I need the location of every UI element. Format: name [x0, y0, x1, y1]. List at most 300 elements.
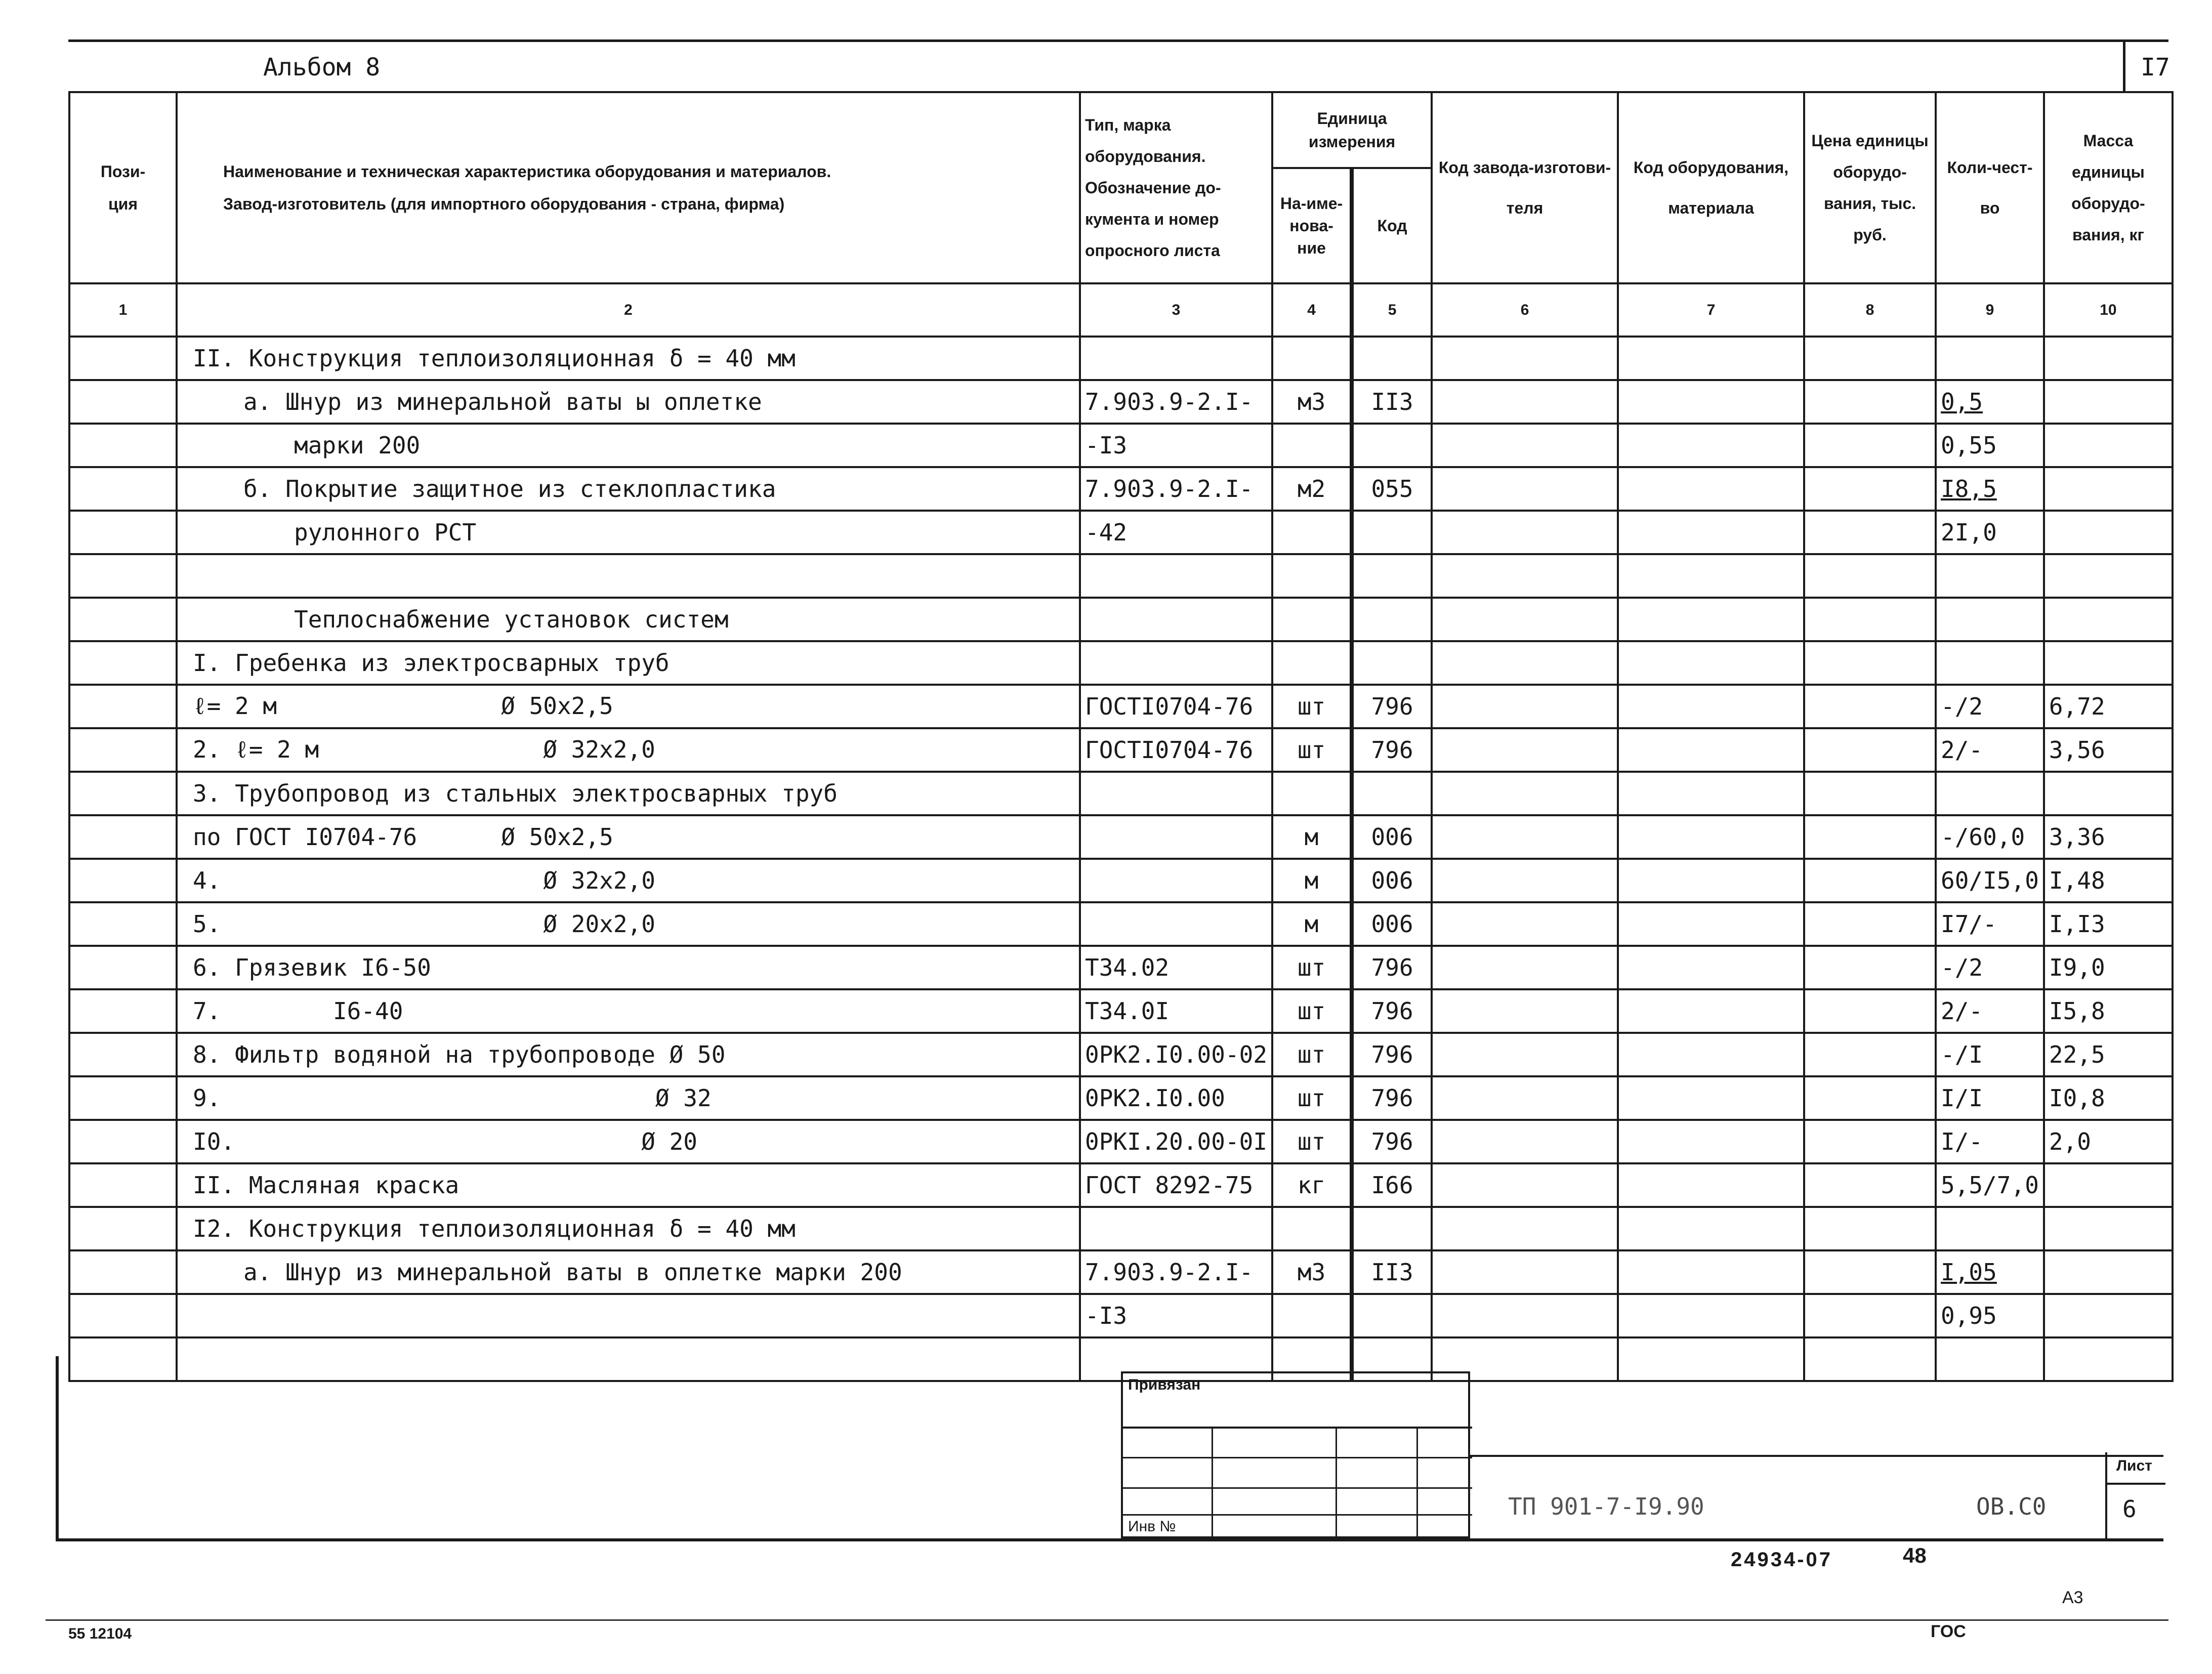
- cell-type: [1080, 1207, 1272, 1250]
- cell-unit: шт: [1272, 685, 1352, 728]
- cell-eqcode: [1618, 1163, 1804, 1207]
- cell-type: [1080, 554, 1272, 598]
- cell-pos: [69, 337, 177, 380]
- table-row: [69, 1250, 2173, 1294]
- cell-eqcode: [1618, 815, 1804, 859]
- cell-price: [1804, 685, 1936, 728]
- table-row: [69, 641, 2173, 685]
- cell-type: -I3: [1080, 424, 1272, 467]
- col-number: 1: [69, 283, 177, 337]
- col-number: 2: [177, 283, 1080, 337]
- column-numbers-row: [69, 283, 2173, 337]
- cell-mass: [2044, 424, 2173, 467]
- cell-unit: шт: [1272, 946, 1352, 989]
- cell-price: [1804, 337, 1936, 380]
- cell-qty: I,05: [1936, 1250, 2044, 1294]
- table-body: [69, 337, 2173, 1381]
- cell-mass: [2044, 1207, 2173, 1250]
- cell-qty: -/2: [1936, 946, 2044, 989]
- cell-mass: 3,36: [2044, 815, 2173, 859]
- header-position: Пози- ция: [69, 92, 177, 283]
- left-frame-line-lower: [56, 1356, 59, 1541]
- footer-gost: ГОС: [1931, 1622, 1966, 1641]
- cell-type: -42: [1080, 511, 1272, 554]
- cell-name: 2. ℓ= 2 м Ø 32х2,0: [177, 728, 1080, 772]
- cell-pos: [69, 859, 177, 902]
- footer-page-number: 48: [1903, 1543, 1927, 1567]
- cell-price: [1804, 380, 1936, 424]
- cell-price: [1804, 1076, 1936, 1120]
- cell-pos: [69, 1163, 177, 1207]
- cell-mass: I,I3: [2044, 902, 2173, 946]
- cell-maker: [1432, 1250, 1618, 1294]
- cell-price: [1804, 946, 1936, 989]
- header-price: Цена единицы оборудо-вания, тыс. руб.: [1804, 92, 1936, 283]
- cell-price: [1804, 859, 1936, 902]
- cell-pos: [69, 424, 177, 467]
- cell-name: II. Масляная краска: [177, 1163, 1080, 1207]
- cell-name: 7. I6-40: [177, 989, 1080, 1033]
- section-code: ОВ.С0: [1976, 1493, 2047, 1520]
- cell-mass: 6,72: [2044, 685, 2173, 728]
- cell-eqcode: [1618, 859, 1804, 902]
- cell-eqcode: [1618, 946, 1804, 989]
- cell-unit: шт: [1272, 1076, 1352, 1120]
- cell-type: Т34.02: [1080, 946, 1272, 989]
- cell-pos: [69, 1337, 177, 1381]
- cell-price: [1804, 1120, 1936, 1163]
- cell-price: [1804, 1033, 1936, 1076]
- cell-qty: I/I: [1936, 1076, 2044, 1120]
- page-corner-number: I7: [2141, 53, 2170, 81]
- cell-mass: [2044, 1337, 2173, 1381]
- header-unit-name: На-име-нова-ние: [1272, 168, 1352, 283]
- specification-table: [68, 91, 2174, 1382]
- cell-type: Т34.0I: [1080, 989, 1272, 1033]
- cell-name: 9. Ø 32: [177, 1076, 1080, 1120]
- cell-eqcode: [1618, 1207, 1804, 1250]
- cell-name: Теплоснабжение установок систем: [177, 598, 1080, 641]
- cell-maker: [1432, 380, 1618, 424]
- cell-code: 006: [1352, 859, 1432, 902]
- cell-eqcode: [1618, 1337, 1804, 1381]
- cell-name: а. Шнур из минеральной ваты ы оплетке: [177, 380, 1080, 424]
- cell-qty: 2/-: [1936, 728, 2044, 772]
- cell-qty: [1936, 337, 2044, 380]
- cell-mass: [2044, 511, 2173, 554]
- header-quantity: Коли-чест-во: [1936, 92, 2044, 283]
- cell-type: 7.903.9-2.I-: [1080, 1250, 1272, 1294]
- header-equipment-code: Код оборудования, материала: [1618, 92, 1804, 283]
- cell-eqcode: [1618, 641, 1804, 685]
- cell-type: [1080, 902, 1272, 946]
- header-name-line1: Наименование и техническая характеристика оборудования и материалов.: [223, 162, 831, 181]
- cell-code: I66: [1352, 1163, 1432, 1207]
- cell-unit: [1272, 337, 1352, 380]
- cell-pos: [69, 1033, 177, 1076]
- document-code: ТП 901-7-I9.90: [1508, 1493, 1704, 1520]
- table-row: [69, 1076, 2173, 1120]
- table-row: [69, 1163, 2173, 1207]
- cell-pos: [69, 685, 177, 728]
- cell-maker: [1432, 467, 1618, 511]
- cell-unit: шт: [1272, 1120, 1352, 1163]
- cell-name: 8. Фильтр водяной на трубопроводе Ø 50: [177, 1033, 1080, 1076]
- cell-maker: [1432, 685, 1618, 728]
- cell-name: [177, 1294, 1080, 1337]
- cell-qty: [1936, 641, 2044, 685]
- cell-code: 006: [1352, 902, 1432, 946]
- cell-pos: [69, 1120, 177, 1163]
- cell-name: ℓ= 2 м Ø 50х2,5: [177, 685, 1080, 728]
- cell-mass: [2044, 641, 2173, 685]
- cell-type: 0РКI.20.00-0I: [1080, 1120, 1272, 1163]
- cell-qty: 0,95: [1936, 1294, 2044, 1337]
- cell-name: I0. Ø 20: [177, 1120, 1080, 1163]
- cell-pos: [69, 989, 177, 1033]
- cell-eqcode: [1618, 772, 1804, 815]
- stamp-line: [1212, 1427, 1213, 1540]
- table-row: [69, 902, 2173, 946]
- cell-name: I2. Конструкция теплоизоляционная δ = 40 мм: [177, 1207, 1080, 1250]
- cell-mass: [2044, 467, 2173, 511]
- cell-qty: [1936, 772, 2044, 815]
- cell-name: б. Покрытие защитное из стеклопластика: [177, 467, 1080, 511]
- cell-mass: I,48: [2044, 859, 2173, 902]
- cell-maker: [1432, 1207, 1618, 1250]
- col-number: 10: [2044, 283, 2173, 337]
- cell-type: 0РК2.I0.00-02: [1080, 1033, 1272, 1076]
- cell-name: I. Гребенка из электросварных труб: [177, 641, 1080, 685]
- cell-mass: [2044, 1294, 2173, 1337]
- cell-name: 4. Ø 32х2,0: [177, 859, 1080, 902]
- col-number: 3: [1080, 283, 1272, 337]
- header-row-top: [69, 92, 2173, 168]
- col-number: 9: [1936, 283, 2044, 337]
- sheet-label: Лист: [2116, 1457, 2152, 1474]
- cell-qty: 2I,0: [1936, 511, 2044, 554]
- cell-maker: [1432, 641, 1618, 685]
- cell-price: [1804, 467, 1936, 511]
- cell-price: [1804, 1207, 1936, 1250]
- cell-type: ГОСТI0704-76: [1080, 728, 1272, 772]
- cell-eqcode: [1618, 424, 1804, 467]
- cell-eqcode: [1618, 598, 1804, 641]
- cell-maker: [1432, 1294, 1618, 1337]
- cell-unit: [1272, 772, 1352, 815]
- cell-code: II3: [1352, 380, 1432, 424]
- cell-name: II. Конструкция теплоизоляционная δ = 40 мм: [177, 337, 1080, 380]
- cell-pos: [69, 1294, 177, 1337]
- cell-pos: [69, 554, 177, 598]
- cell-price: [1804, 815, 1936, 859]
- cell-unit: м3: [1272, 1250, 1352, 1294]
- header-mass: Масса единицы оборудо-вания, кг: [2044, 92, 2173, 283]
- cell-maker: [1432, 902, 1618, 946]
- cell-maker: [1432, 772, 1618, 815]
- cell-mass: I9,0: [2044, 946, 2173, 989]
- cell-code: [1352, 511, 1432, 554]
- cell-type: [1080, 598, 1272, 641]
- cell-mass: [2044, 337, 2173, 380]
- cell-price: [1804, 424, 1936, 467]
- cell-code: [1352, 641, 1432, 685]
- cell-unit: [1272, 598, 1352, 641]
- cell-maker: [1432, 1163, 1618, 1207]
- cell-maker: [1432, 946, 1618, 989]
- cell-mass: 3,56: [2044, 728, 2173, 772]
- cell-mass: 22,5: [2044, 1033, 2173, 1076]
- table-row: [69, 728, 2173, 772]
- cell-qty: [1936, 1207, 2044, 1250]
- cell-pos: [69, 728, 177, 772]
- cell-qty: -/60,0: [1936, 815, 2044, 859]
- cell-qty: 0,55: [1936, 424, 2044, 467]
- header-unit-code: Код: [1352, 168, 1432, 283]
- cell-code: II3: [1352, 1250, 1432, 1294]
- cell-type: ГОСТI0704-76: [1080, 685, 1272, 728]
- cell-code: [1352, 337, 1432, 380]
- header-type: Тип, марка оборудования. Обозначение до-кумента и номер опросного листа: [1080, 92, 1272, 283]
- table-row: [69, 1033, 2173, 1076]
- cell-unit: [1272, 1207, 1352, 1250]
- cell-pos: [69, 380, 177, 424]
- cell-type: 7.903.9-2.I-: [1080, 467, 1272, 511]
- cell-name: по ГОСТ I0704-76 Ø 50х2,5: [177, 815, 1080, 859]
- cell-code: [1352, 598, 1432, 641]
- cell-qty: I/-: [1936, 1120, 2044, 1163]
- cell-name: марки 200: [177, 424, 1080, 467]
- cell-code: [1352, 1294, 1432, 1337]
- cell-pos: [69, 1250, 177, 1294]
- top-rule: [68, 39, 2168, 42]
- cell-mass: I0,8: [2044, 1076, 2173, 1120]
- cell-maker: [1432, 554, 1618, 598]
- cell-code: [1352, 1207, 1432, 1250]
- cell-eqcode: [1618, 1076, 1804, 1120]
- sheet-number: 6: [2122, 1495, 2137, 1523]
- cell-mass: 2,0: [2044, 1120, 2173, 1163]
- table-row: [69, 1120, 2173, 1163]
- cell-maker: [1432, 1033, 1618, 1076]
- cell-eqcode: [1618, 554, 1804, 598]
- cell-maker: [1432, 728, 1618, 772]
- cell-qty: I8,5: [1936, 467, 2044, 511]
- cell-eqcode: [1618, 1120, 1804, 1163]
- cell-mass: [2044, 772, 2173, 815]
- cell-code: 796: [1352, 1120, 1432, 1163]
- cell-pos: [69, 1076, 177, 1120]
- footer-archive-number: 24934-07: [1731, 1549, 1833, 1571]
- cell-eqcode: [1618, 467, 1804, 511]
- cell-unit: [1272, 424, 1352, 467]
- cell-code: 796: [1352, 946, 1432, 989]
- cell-code: 796: [1352, 685, 1432, 728]
- cell-price: [1804, 1337, 1936, 1381]
- cell-maker: [1432, 1076, 1618, 1120]
- cell-price: [1804, 902, 1936, 946]
- cell-qty: 60/I5,0: [1936, 859, 2044, 902]
- cell-price: [1804, 1294, 1936, 1337]
- table-row: [69, 424, 2173, 467]
- cell-name: 5. Ø 20х2,0: [177, 902, 1080, 946]
- cell-eqcode: [1618, 337, 1804, 380]
- cell-mass: I5,8: [2044, 989, 2173, 1033]
- cell-unit: м: [1272, 859, 1352, 902]
- table-row: [69, 815, 2173, 859]
- table-row: [69, 598, 2173, 641]
- cell-code: [1352, 772, 1432, 815]
- stamp-line: [1123, 1514, 1472, 1516]
- cell-unit: м3: [1272, 380, 1352, 424]
- col-number: 6: [1432, 283, 1618, 337]
- cell-code: 796: [1352, 1033, 1432, 1076]
- cell-price: [1804, 641, 1936, 685]
- cell-price: [1804, 1250, 1936, 1294]
- cell-unit: м: [1272, 815, 1352, 859]
- cell-qty: [1936, 598, 2044, 641]
- cell-pos: [69, 772, 177, 815]
- cell-eqcode: [1618, 1294, 1804, 1337]
- cell-name: а. Шнур из минеральной ваты в оплетке марки 200: [177, 1250, 1080, 1294]
- cell-maker: [1432, 511, 1618, 554]
- table-row: [69, 1207, 2173, 1250]
- table-row: [69, 859, 2173, 902]
- cell-type: ГОСТ 8292-75: [1080, 1163, 1272, 1207]
- sheet-divider: [2107, 1483, 2165, 1485]
- cell-mass: [2044, 1163, 2173, 1207]
- stamp-inv-label: Инв №: [1128, 1518, 1176, 1535]
- cell-eqcode: [1618, 902, 1804, 946]
- cell-type: [1080, 859, 1272, 902]
- cell-name: 3. Трубопровод из стальных электросварных труб: [177, 772, 1080, 815]
- cell-mass: [2044, 554, 2173, 598]
- footer-line: [46, 1619, 2168, 1621]
- table-row: [69, 337, 2173, 380]
- cell-name: [177, 1337, 1080, 1381]
- cell-eqcode: [1618, 380, 1804, 424]
- cell-code: 006: [1352, 815, 1432, 859]
- cell-price: [1804, 554, 1936, 598]
- cell-pos: [69, 946, 177, 989]
- header-name: [177, 92, 1080, 283]
- cell-pos: [69, 902, 177, 946]
- header-name-line2: Завод-изготовитель (для импортного оборудования - страна, фирма): [223, 195, 785, 213]
- cell-unit: [1272, 511, 1352, 554]
- cell-code: 796: [1352, 1076, 1432, 1120]
- cell-code: [1352, 554, 1432, 598]
- cell-qty: 5,5/7,0: [1936, 1163, 2044, 1207]
- cell-unit: шт: [1272, 728, 1352, 772]
- cell-eqcode: [1618, 685, 1804, 728]
- table-row: [69, 467, 2173, 511]
- album-title: Альбом 8: [263, 53, 381, 81]
- cell-price: [1804, 1163, 1936, 1207]
- cell-eqcode: [1618, 989, 1804, 1033]
- cell-price: [1804, 728, 1936, 772]
- cell-price: [1804, 511, 1936, 554]
- cell-pos: [69, 641, 177, 685]
- footer-format: А3: [2062, 1588, 2083, 1607]
- cell-eqcode: [1618, 1250, 1804, 1294]
- header-unit-group: Единица измерения: [1272, 92, 1432, 168]
- header-maker-code: Код завода-изготови-теля: [1432, 92, 1618, 283]
- stamp-line: [1416, 1427, 1418, 1540]
- cell-code: 796: [1352, 728, 1432, 772]
- table-row: [69, 989, 2173, 1033]
- cell-eqcode: [1618, 728, 1804, 772]
- sheet-box: [2105, 1452, 2163, 1541]
- table-row: [69, 772, 2173, 815]
- table-row: [69, 380, 2173, 424]
- cell-qty: 0,5: [1936, 380, 2044, 424]
- cell-unit: м2: [1272, 467, 1352, 511]
- cell-mass: [2044, 598, 2173, 641]
- stamp-right-line: [1470, 1455, 2163, 1457]
- corner-divider: [2123, 39, 2125, 93]
- cell-unit: [1272, 1294, 1352, 1337]
- cell-unit: [1272, 641, 1352, 685]
- cell-code: 796: [1352, 989, 1432, 1033]
- stamp-block: [1121, 1371, 1470, 1538]
- cell-price: [1804, 598, 1936, 641]
- cell-type: [1080, 815, 1272, 859]
- cell-price: [1804, 989, 1936, 1033]
- cell-unit: шт: [1272, 989, 1352, 1033]
- stamp-line: [1123, 1487, 1472, 1489]
- cell-qty: I7/-: [1936, 902, 2044, 946]
- table-row: [69, 946, 2173, 989]
- cell-type: [1080, 772, 1272, 815]
- cell-maker: [1432, 598, 1618, 641]
- col-number: 7: [1618, 283, 1804, 337]
- cell-eqcode: [1618, 1033, 1804, 1076]
- cell-code: [1352, 424, 1432, 467]
- cell-name: рулонного РСТ: [177, 511, 1080, 554]
- col-number: 4: [1272, 283, 1352, 337]
- table-row: [69, 1294, 2173, 1337]
- cell-maker: [1432, 815, 1618, 859]
- cell-type: 7.903.9-2.I-: [1080, 380, 1272, 424]
- cell-pos: [69, 815, 177, 859]
- cell-type: [1080, 641, 1272, 685]
- cell-type: 0РК2.I0.00: [1080, 1076, 1272, 1120]
- cell-unit: шт: [1272, 1033, 1352, 1076]
- cell-unit: [1272, 554, 1352, 598]
- cell-code: 055: [1352, 467, 1432, 511]
- cell-maker: [1432, 337, 1618, 380]
- table-row: [69, 554, 2173, 598]
- cell-unit: кг: [1272, 1163, 1352, 1207]
- footer-left-code: 55 12104: [68, 1625, 132, 1642]
- cell-name: 6. Грязевик I6-50: [177, 946, 1080, 989]
- cell-maker: [1432, 989, 1618, 1033]
- cell-maker: [1432, 1120, 1618, 1163]
- cell-type: -I3: [1080, 1294, 1272, 1337]
- stamp-line: [1335, 1427, 1337, 1540]
- stamp-line: [1123, 1457, 1472, 1458]
- cell-qty: 2/-: [1936, 989, 2044, 1033]
- cell-pos: [69, 1207, 177, 1250]
- cell-pos: [69, 467, 177, 511]
- table-row: [69, 511, 2173, 554]
- cell-mass: [2044, 380, 2173, 424]
- cell-qty: [1936, 1337, 2044, 1381]
- cell-eqcode: [1618, 511, 1804, 554]
- cell-unit: м: [1272, 902, 1352, 946]
- cell-maker: [1432, 424, 1618, 467]
- bottom-frame-line: [56, 1538, 2163, 1541]
